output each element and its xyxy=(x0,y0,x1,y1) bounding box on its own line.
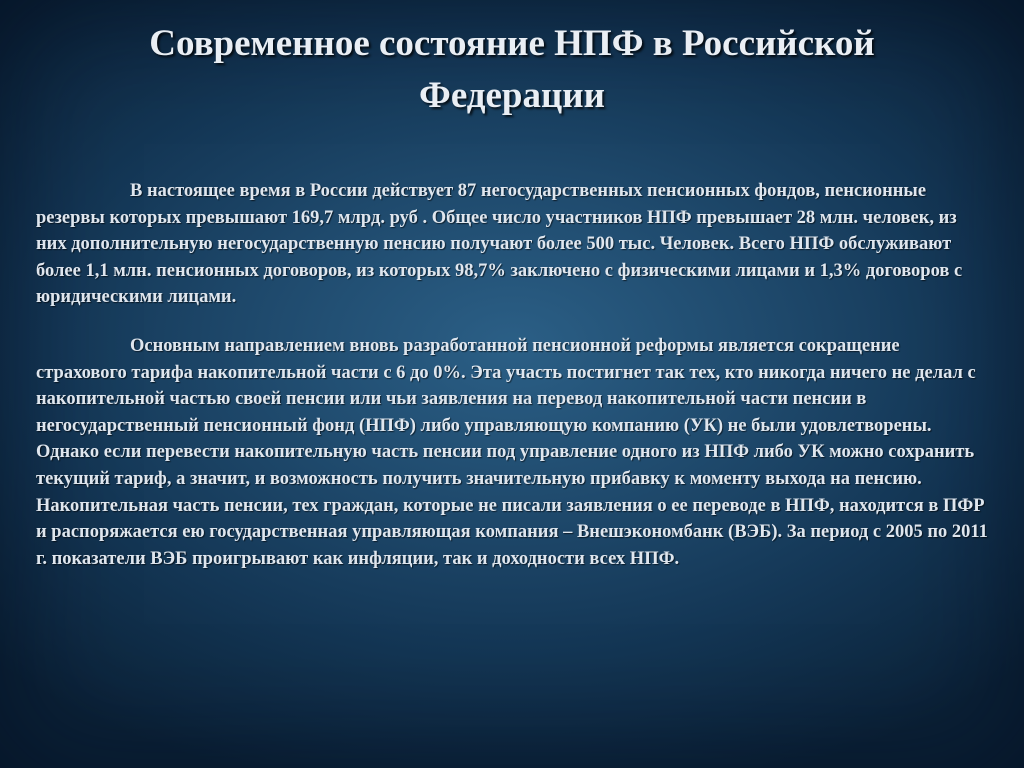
slide-title: Современное состояние НПФ в Российской Федерации xyxy=(149,23,875,116)
slide-body xyxy=(36,178,988,572)
paragraph-npf-statistics: В настоящее время в России действует 87 негосударственных пенсионных фондов, пенсионные резервы которых превышают 169,7 млрд. руб . Общее число участников НПФ превышает 28 млн. человек, из них дополнительную негосударственную пенсию получают более 500 тыс. Человек. Всего НПФ обслуживают более 1,1 млн. пенсионных договоров, из которых 98,7% заключено с физическими лицами и 1,3% договоров с юридическими лицами. xyxy=(36,181,963,308)
paragraph-pension-reform: Основным направлением вновь разработанной пенсионной реформы является сокращение страхового тарифа накопительной части с 6 до 0%. Эта участь постигнет так тех, кто никогда ничего не делал с накопительной частью своей пенсии или чьи заявления на перевод накопительной части пенсии в негосударственный пенсионный фонд (НПФ) либо управляющую компанию (УК) не были удовлетворены. Однако если перевести накопительную часть пенсии под управление одного из НПФ либо УК можно сохранить текущий тариф, а значит, и возможность получить значительную прибавку к моменту выхода на пенсию. Накопительная часть пенсии, тех граждан, которые не писали заявления о ее переводе в НПФ, находится в ПФР и распоряжается ею государственная управляющая компания – Внешэкономбанк (ВЭБ). За период с 2005 по 2011 г. показатели ВЭБ проигрывают как инфляции, так и доходности всех НПФ. xyxy=(36,335,988,569)
